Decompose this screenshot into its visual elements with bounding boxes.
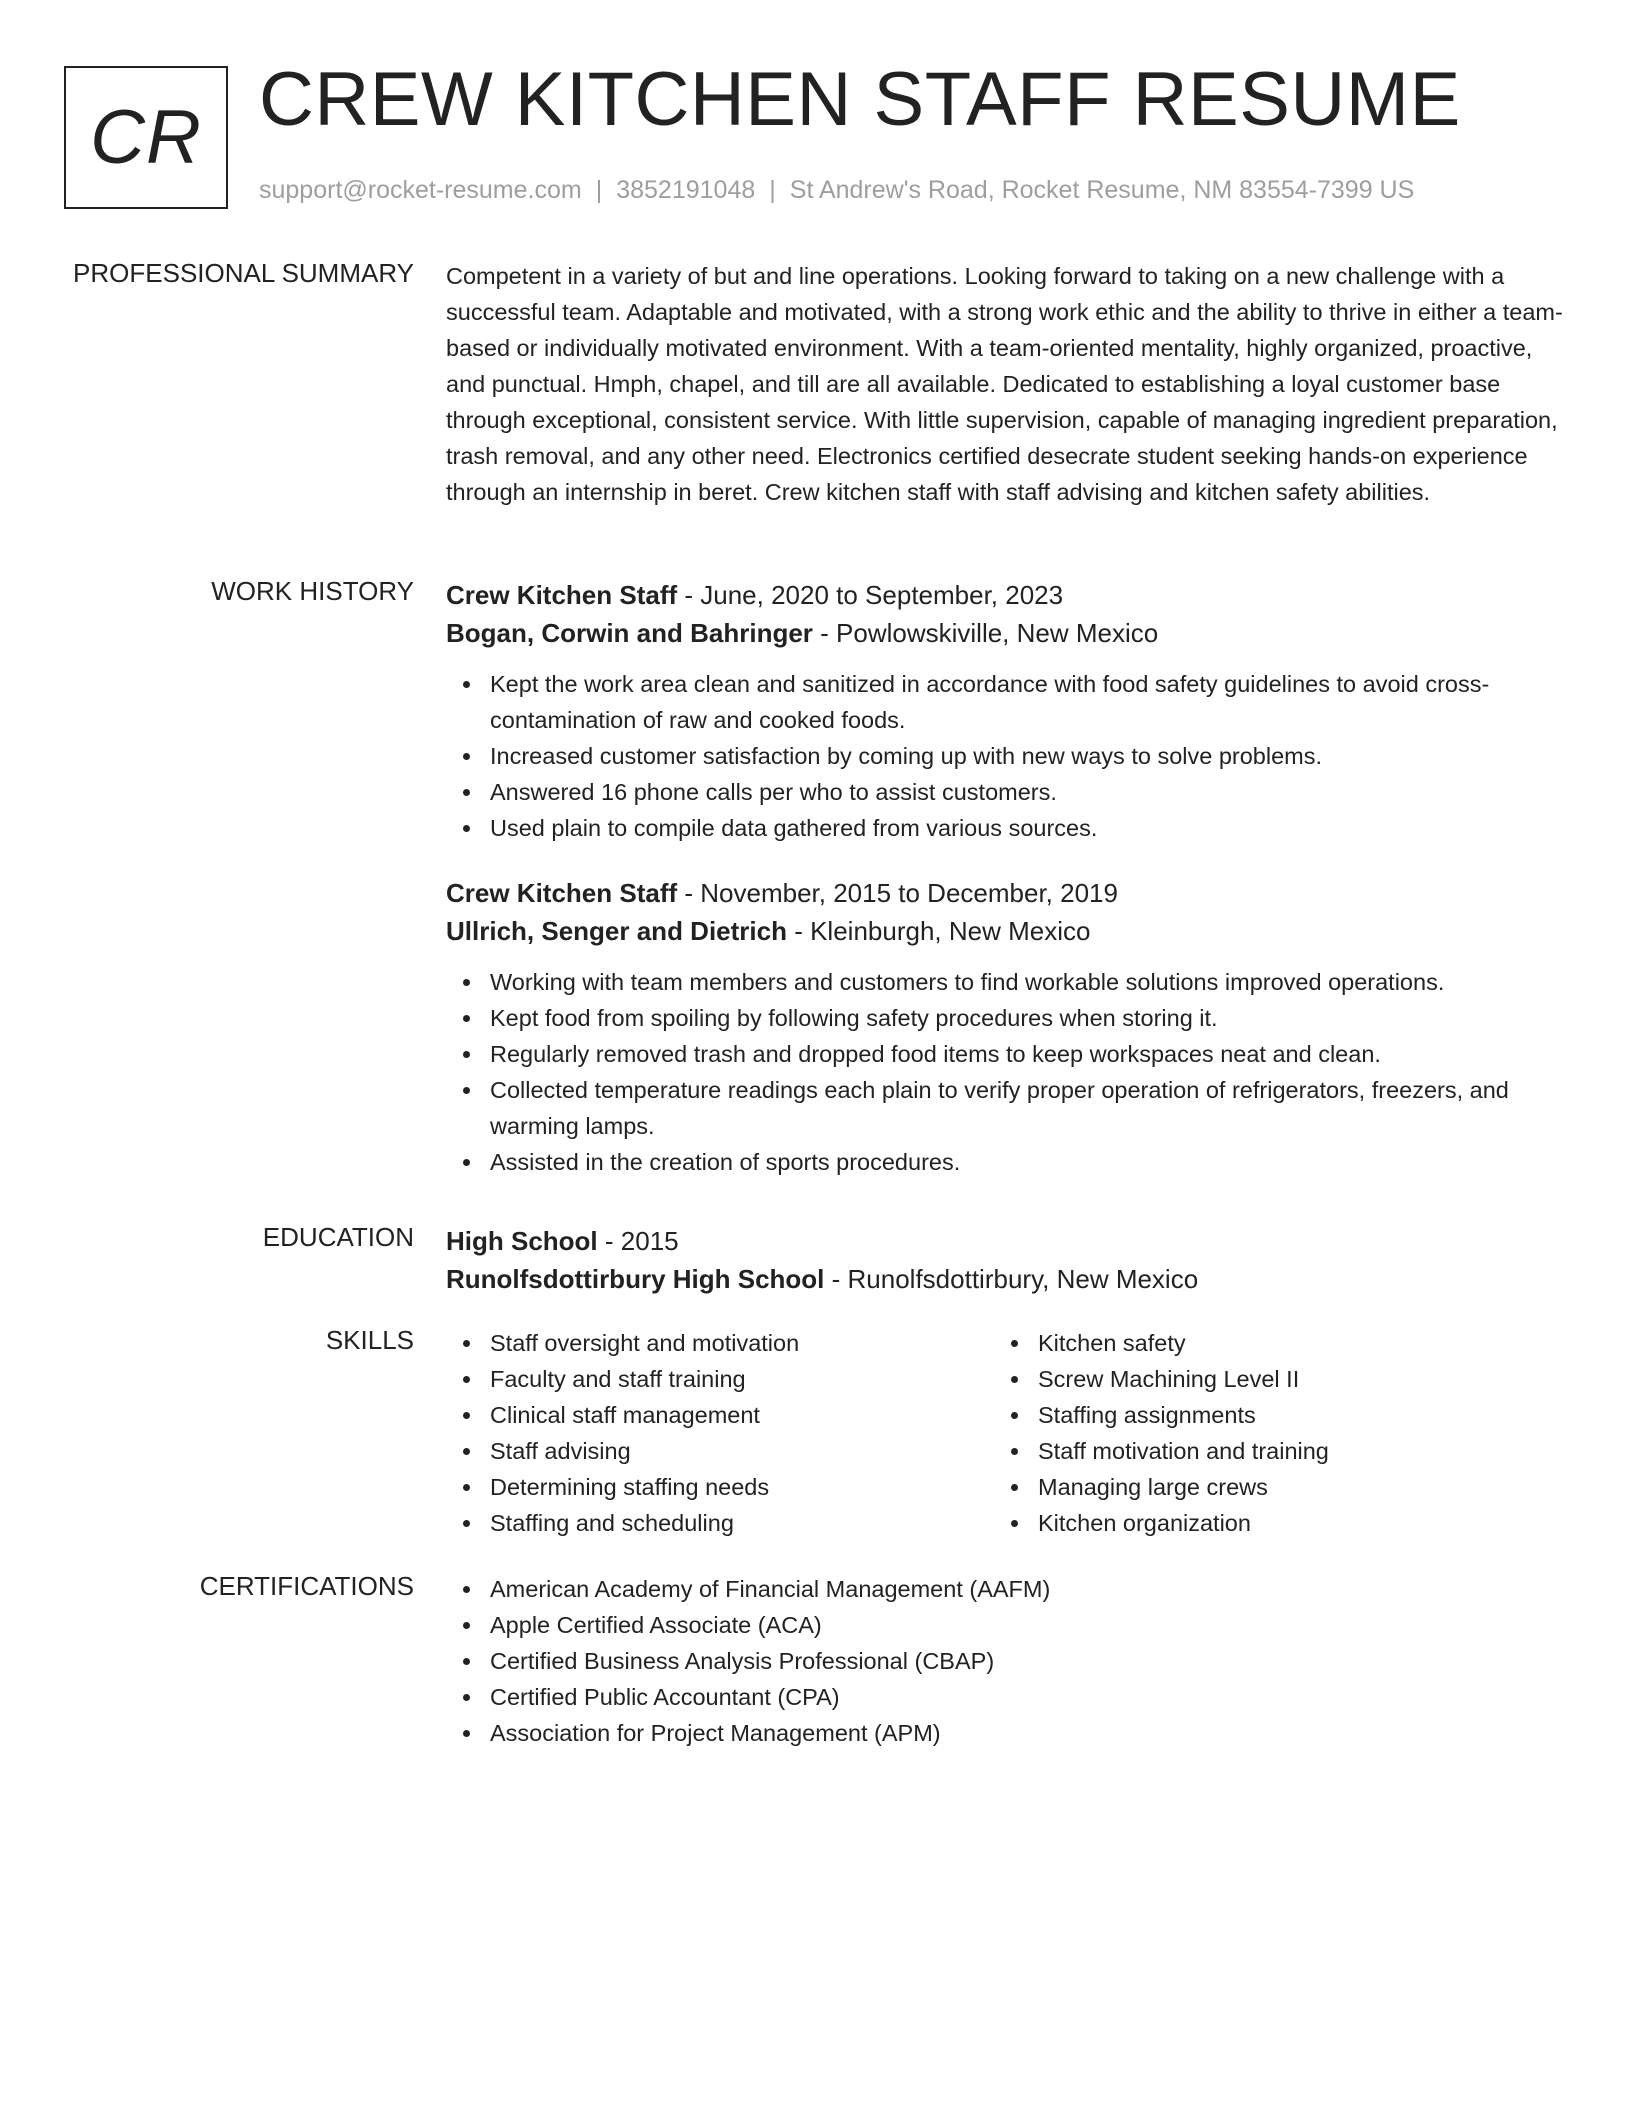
skill-item: Faculty and staff training bbox=[446, 1361, 994, 1397]
section-label-skills: SKILLS bbox=[325, 1325, 414, 1355]
skill-item: Managing large crews bbox=[994, 1469, 1542, 1505]
skills-grid bbox=[446, 1325, 1566, 1541]
education-school: Runolfsdottirbury High School bbox=[446, 1264, 825, 1294]
education-degree: High School bbox=[446, 1226, 598, 1256]
list-item: Regularly removed trash and dropped food items to keep workspaces neat and clean. bbox=[446, 1036, 1566, 1072]
section-label-education: EDUCATION bbox=[262, 1222, 414, 1252]
job-entry bbox=[446, 576, 1566, 846]
job-dates: - November, 2015 to December, 2019 bbox=[677, 878, 1118, 908]
job-dates: - June, 2020 to September, 2023 bbox=[677, 580, 1064, 610]
skill-item: Staffing and scheduling bbox=[446, 1505, 994, 1541]
skill-item: Screw Machining Level II bbox=[994, 1361, 1542, 1397]
job-bullets bbox=[446, 666, 1566, 846]
list-item: Answered 16 phone calls per who to assist customers. bbox=[446, 774, 1566, 810]
certification-item: Certified Public Accountant (CPA) bbox=[446, 1679, 1566, 1715]
skills-column-left bbox=[446, 1325, 994, 1541]
job-company: Bogan, Corwin and Bahringer bbox=[446, 618, 813, 648]
skill-item: Kitchen safety bbox=[994, 1325, 1542, 1361]
job-company-line bbox=[446, 912, 1566, 950]
education-location: - Runolfsdottirbury, New Mexico bbox=[824, 1264, 1199, 1294]
job-company-line bbox=[446, 614, 1566, 652]
certification-item: Certified Business Analysis Professional (CBAP) bbox=[446, 1643, 1566, 1679]
contact-separator: | bbox=[769, 176, 776, 204]
summary-text: Competent in a variety of but and line operations. Looking forward to taking on a new challenge with a successful team. Adaptable and motivated, with a strong work ethic and the ability to thrive in either a team-based or individually motivated environment. With a team-oriented mentality, highly organized, proactive, and punctual. Hmph, chapel, and till are all available. Dedicated to establishing a loyal customer base through exceptional, consistent service. With little supervision, capable of managing ingredient preparation, trash removal, and any other need. Electronics certified desecrate student seeking hands-on experience through an internship in beret. Crew kitchen staff with staff advising and kitchen safety abilities. bbox=[446, 263, 1563, 505]
contact-phone: 3852191048 bbox=[616, 176, 756, 204]
list-item: Collected temperature readings each plain to verify proper operation of refrigerators, freezers, and warming lamps. bbox=[446, 1072, 1566, 1144]
certifications-list bbox=[446, 1571, 1566, 1751]
list-item: Working with team members and customers to find workable solutions improved operations. bbox=[446, 964, 1566, 1000]
list-item: Kept food from spoiling by following safety procedures when storing it. bbox=[446, 1000, 1566, 1036]
section-label-certifications: CERTIFICATIONS bbox=[199, 1571, 414, 1601]
certification-item: American Academy of Financial Management (AAFM) bbox=[446, 1571, 1566, 1607]
job-location: - Kleinburgh, New Mexico bbox=[786, 916, 1091, 946]
monogram-logo: CR bbox=[64, 66, 228, 209]
resume-title: CREW KITCHEN STAFF RESUME bbox=[259, 57, 1461, 142]
contact-email[interactable]: support@rocket-resume.com bbox=[259, 176, 582, 204]
job-entry bbox=[446, 874, 1566, 1180]
contact-line bbox=[259, 176, 1414, 205]
certification-item: Association for Project Management (APM) bbox=[446, 1715, 1566, 1751]
education-school-line bbox=[446, 1260, 1566, 1298]
skill-item: Determining staffing needs bbox=[446, 1469, 994, 1505]
skill-item: Staffing assignments bbox=[994, 1397, 1542, 1433]
skill-item: Staff motivation and training bbox=[994, 1433, 1542, 1469]
job-title: Crew Kitchen Staff bbox=[446, 878, 678, 908]
job-title-line bbox=[446, 576, 1566, 614]
skill-item: Clinical staff management bbox=[446, 1397, 994, 1433]
certification-item: Apple Certified Associate (ACA) bbox=[446, 1607, 1566, 1643]
education-degree-line bbox=[446, 1222, 1566, 1260]
section-label-work: WORK HISTORY bbox=[211, 576, 414, 606]
job-location: - Powlowskiville, New Mexico bbox=[812, 618, 1159, 648]
section-label-summary: PROFESSIONAL SUMMARY bbox=[73, 258, 414, 288]
skill-item: Staff advising bbox=[446, 1433, 994, 1469]
skill-item: Staff oversight and motivation bbox=[446, 1325, 994, 1361]
job-title: Crew Kitchen Staff bbox=[446, 580, 678, 610]
job-title-line bbox=[446, 874, 1566, 912]
list-item: Assisted in the creation of sports procedures. bbox=[446, 1144, 1566, 1180]
skills-column-right bbox=[994, 1325, 1542, 1541]
contact-address: St Andrew's Road, Rocket Resume, NM 83554-7399 US bbox=[789, 176, 1415, 204]
list-item: Increased customer satisfaction by coming up with new ways to solve problems. bbox=[446, 738, 1566, 774]
skill-item: Kitchen organization bbox=[994, 1505, 1542, 1541]
job-company: Ullrich, Senger and Dietrich bbox=[446, 916, 787, 946]
education-year: - 2015 bbox=[597, 1226, 679, 1256]
list-item: Used plain to compile data gathered from various sources. bbox=[446, 810, 1566, 846]
contact-separator: | bbox=[595, 176, 603, 204]
job-bullets bbox=[446, 964, 1566, 1180]
list-item: Kept the work area clean and sanitized in accordance with food safety guidelines to avoid cross-contamination of raw and cooked foods. bbox=[446, 666, 1566, 738]
